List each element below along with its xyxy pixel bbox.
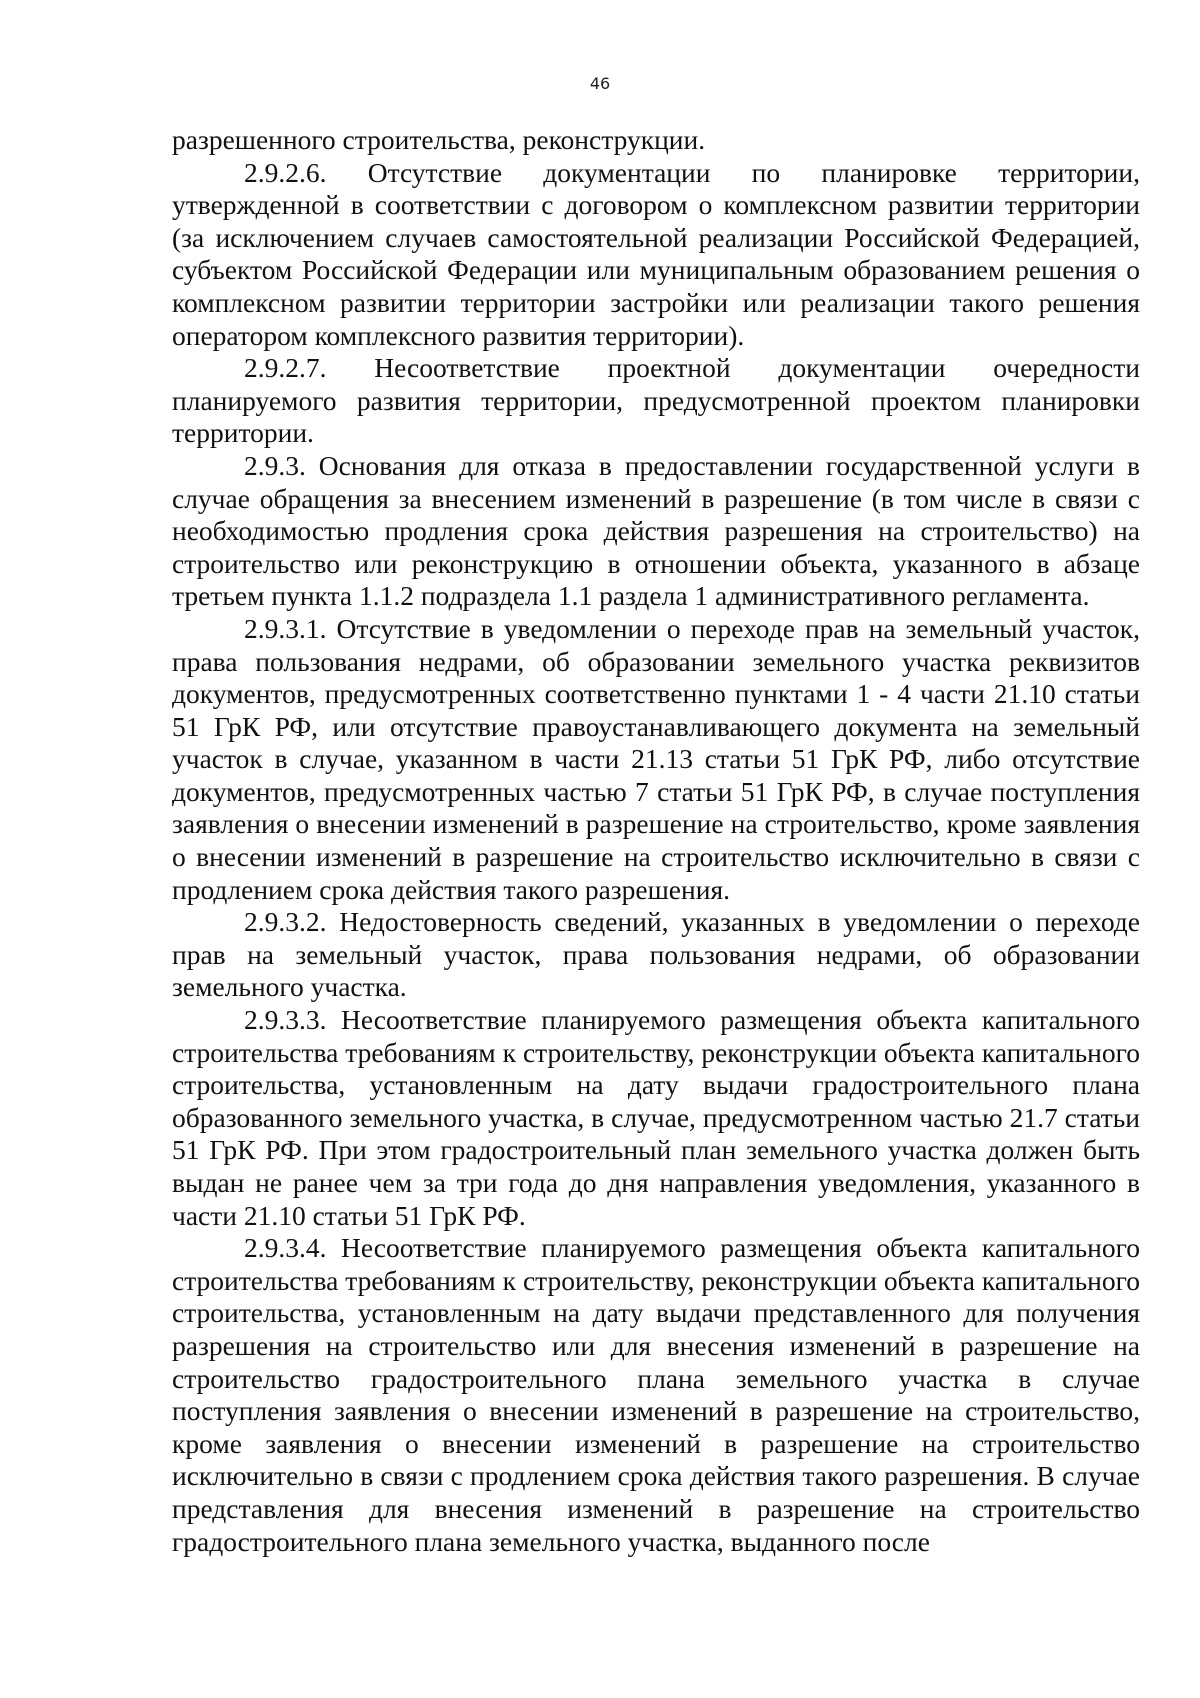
paragraph-continuation: разрешенного строительства, реконструкции. xyxy=(172,124,706,155)
paragraph-2-9-2-6: 2.9.2.6. Отсутствие документации по планировке территории, утвержденной в соответствии с договором о комплексном развитии территории (за исключением случаев самостоятельной реализации Российской Федерацией, субъектом Российской Федерации или муниципальным образованием решения о комплексном развитии территории застройки или реализации такого решения оператором комплексного развития территории). xyxy=(172,156,1140,351)
paragraph-2-9-3-4: 2.9.3.4. Несоответствие планируемого размещения объекта капитального строительства требованиям к строительству, реконструкции объекта капитального строительства, установленным на дату выдачи представленного для получения разрешения на строительство или для внесения изменений в разрешение на строительство градостроительного плана земельного участка в случае поступления заявления о внесении изменений в разрешение на строительство, кроме заявления о внесении изменений в разрешение на строительство исключительно в связи с продлением срока действия такого разрешения. В случае представления для внесения изменений в разрешение на строительство градостроительного плана земельного участка, выданного после xyxy=(172,1232,1140,1557)
page-number: 46 xyxy=(589,74,611,93)
paragraph-2-9-3: 2.9.3. Основания для отказа в предоставлении государственной услуги в случае обращения за внесением изменений в разрешение (в том числе в связи с необходимостью продления срока действия разрешения на строительство) на строительство или реконструкцию в отношении объекта, указанного в абзаце третьем пункта 1.1.2 подраздела 1.1 раздела 1 административного регламента. xyxy=(172,449,1140,612)
paragraph-2-9-3-3: 2.9.3.3. Несоответствие планируемого размещения объекта капитального строительства требованиям к строительству, реконструкции объекта капитального строительства, установленным на дату выдачи градостроительного плана образованного земельного участка, в случае, предусмотренном частью 21.7 статьи 51 ГрК РФ. При этом градостроительный план земельного участка должен быть выдан не ранее чем за три года до дня направления уведомления, указанного в части 21.10 статьи 51 ГрК РФ. xyxy=(172,1004,1140,1231)
paragraph-2-9-2-7: 2.9.2.7. Несоответствие проектной документации очередности планируемого развития территории, предусмотренной проектом планировки территории. xyxy=(172,352,1140,449)
document-body xyxy=(172,124,1140,1558)
paragraph-2-9-3-1: 2.9.3.1. Отсутствие в уведомлении о переходе прав на земельный участок, права пользования недрами, об образовании земельного участка реквизитов документов, предусмотренных соответственно пунктами 1 - 4 части 21.10 статьи 51 ГрК РФ, или отсутствие правоустанавливающего документа на земельный участок в случае, указанном в части 21.13 статьи 51 ГрК РФ, либо отсутствие документов, предусмотренных частью 7 статьи 51 ГрК РФ, в случае поступления заявления о внесении изменений в разрешение на строительство, кроме заявления о внесении изменений в разрешение на строительство исключительно в связи с продлением срока действия такого разрешения. xyxy=(172,612,1140,905)
paragraph-2-9-3-2: 2.9.3.2. Недостоверность сведений, указанных в уведомлении о переходе прав на земельный участок, права пользования недрами, об образовании земельного участка. xyxy=(172,906,1140,1003)
